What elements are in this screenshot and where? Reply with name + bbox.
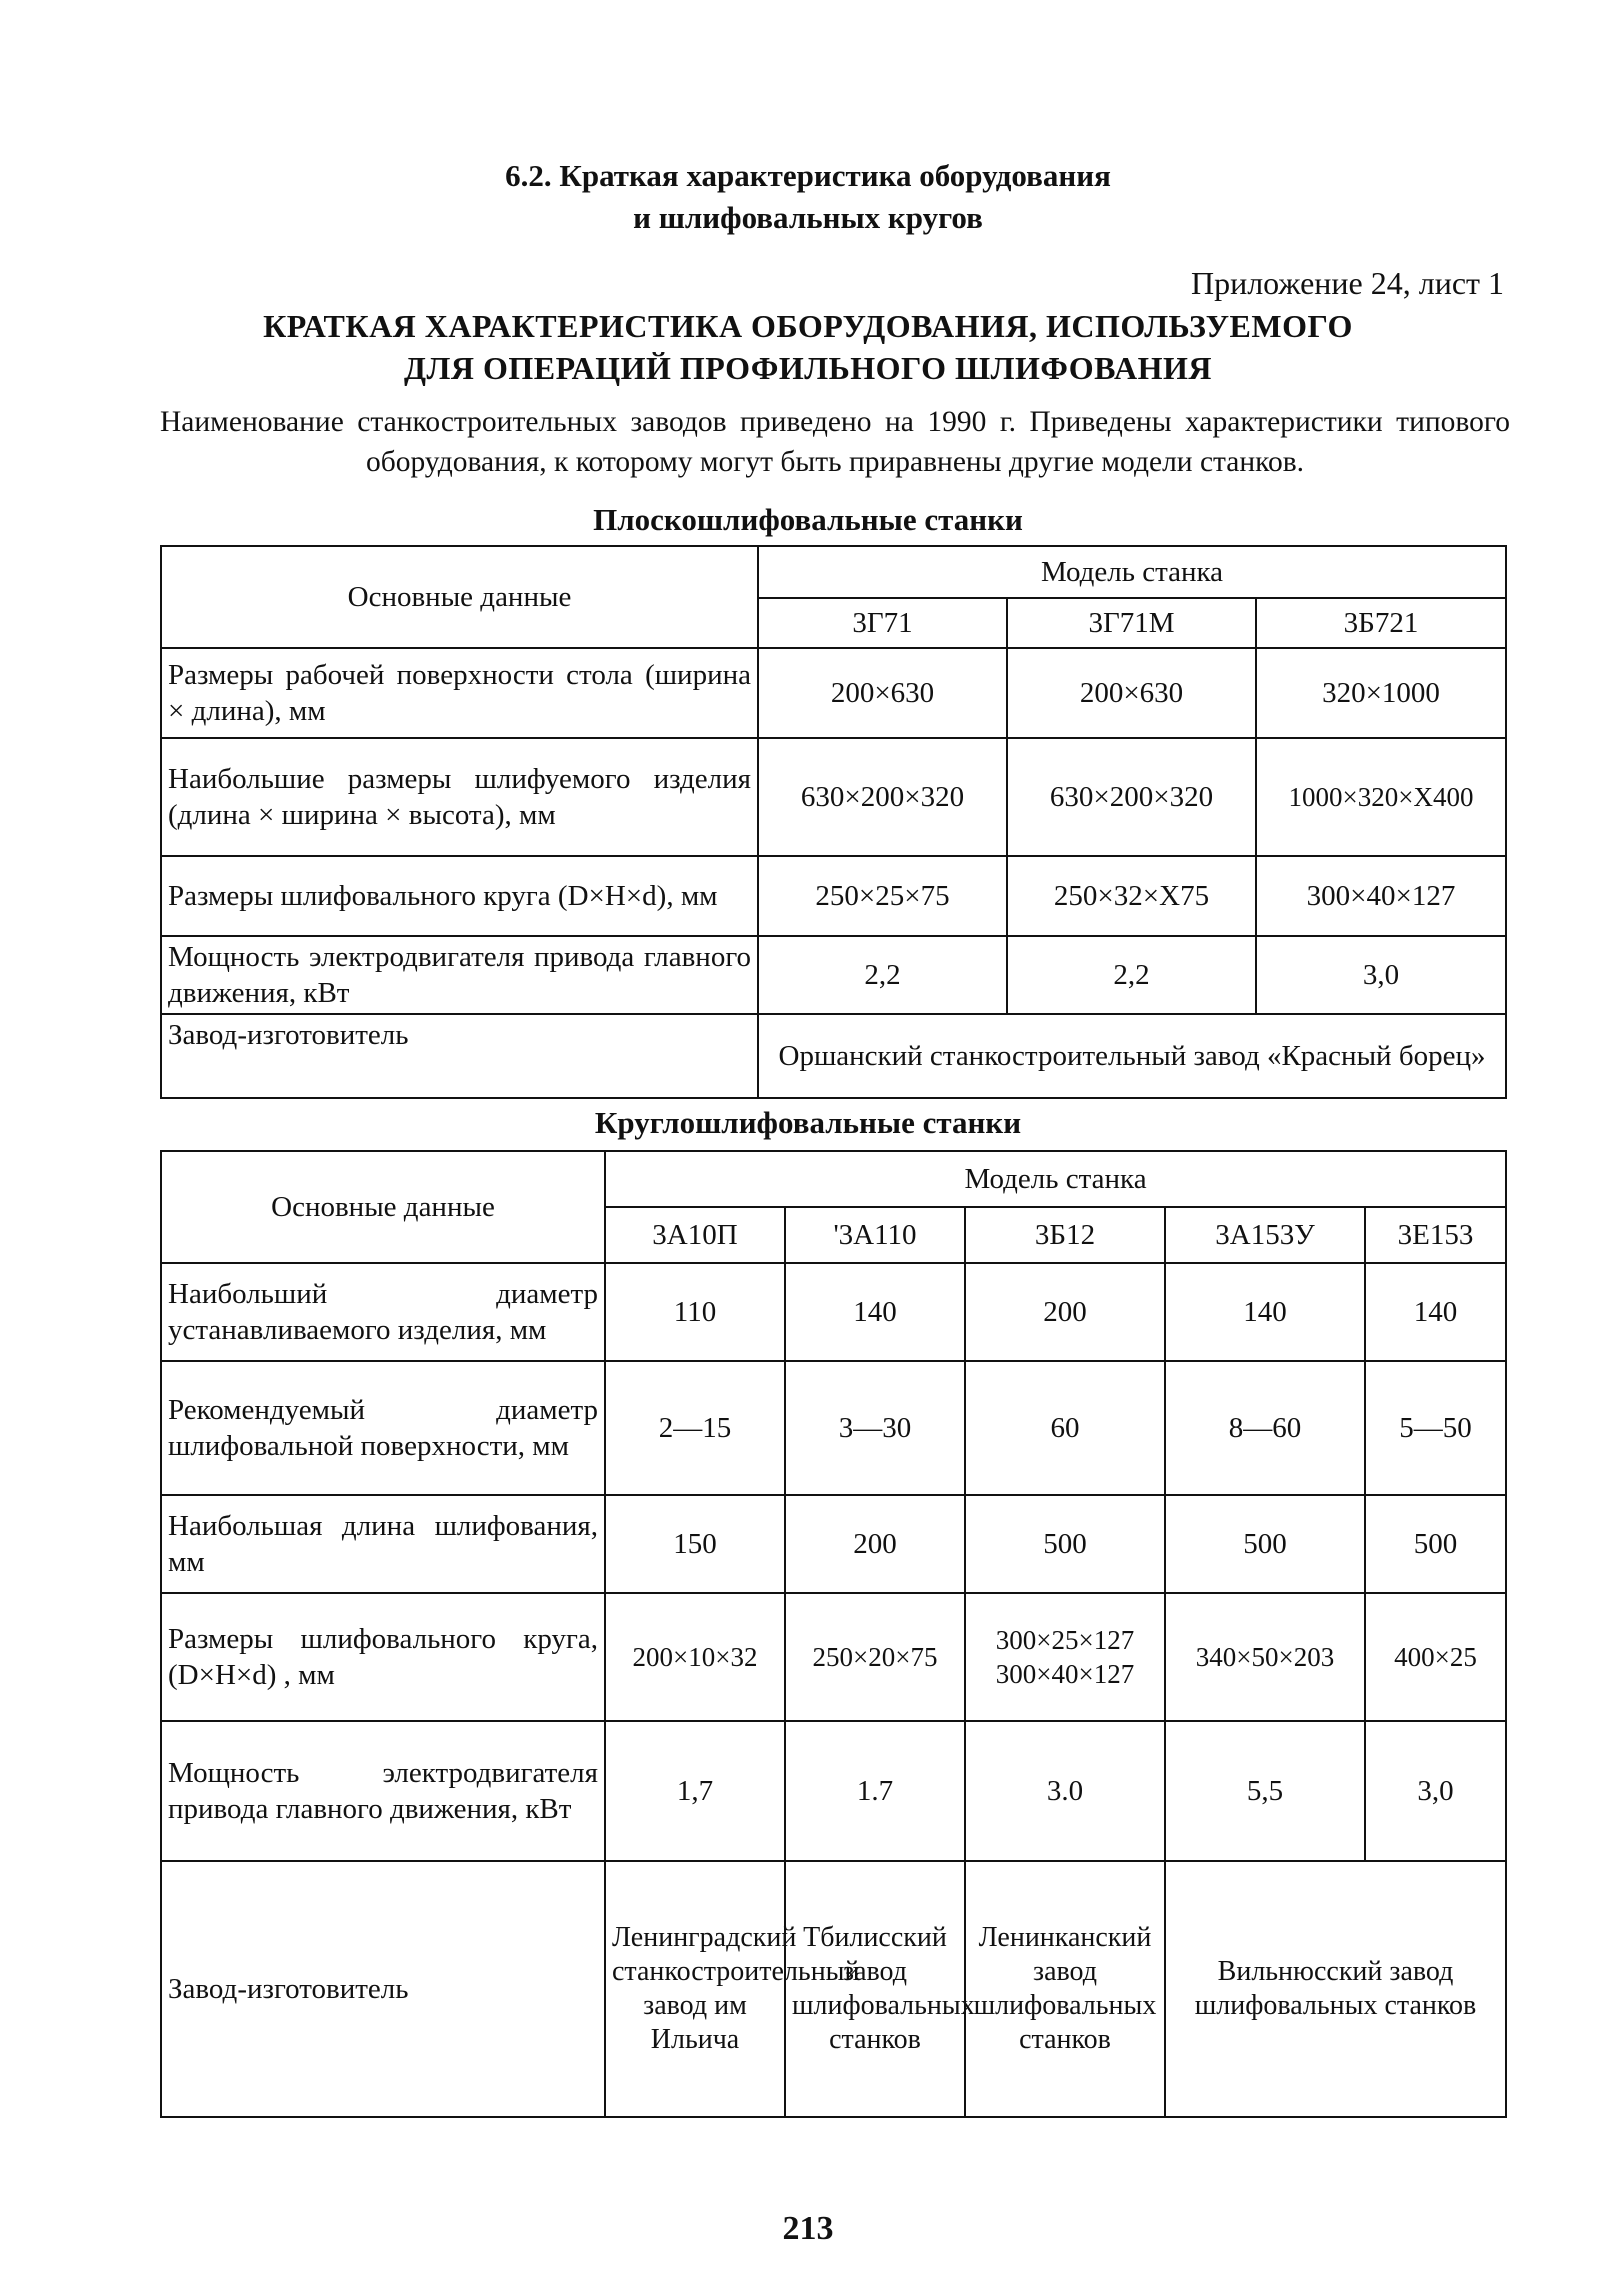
cylindrical-cell: 400×25 [1365, 1593, 1506, 1721]
cylindrical-table-caption: Круглошлифовальные станки [594, 1105, 1022, 1140]
surface-cell: 200×630 [758, 648, 1007, 738]
surface-manufacturer-label: Завод-изготовитель [161, 1014, 758, 1098]
cylindrical-row-label: Размеры шлифовального круга, (D×H×d) , мм [161, 1593, 605, 1721]
cylindrical-cell: 2—15 [605, 1361, 785, 1495]
cylindrical-cell: 140 [785, 1263, 965, 1361]
cylindrical-grinding-table [160, 1150, 1507, 2118]
cylindrical-cell: 1.7 [785, 1721, 965, 1861]
surface-cell: 200×630 [1007, 648, 1256, 738]
cylindrical-model-2: '3А110 [785, 1207, 965, 1263]
cylindrical-model-3: 3Б12 [965, 1207, 1165, 1263]
surface-row-label: Размеры шлифовального круга (D×H×d), мм [161, 856, 758, 936]
cylindrical-model-header: Модель станка [605, 1151, 1506, 1207]
cylindrical-manufacturer-label: Завод-изготовитель [161, 1861, 605, 2117]
cylindrical-cell: 200×10×32 [605, 1593, 785, 1721]
cylindrical-main-header: Основные данные [161, 1151, 605, 1263]
surface-cell: 250×32×Х75 [1007, 856, 1256, 936]
surface-cell: 1000×320×Х400 [1256, 738, 1506, 856]
cylindrical-row-label: Наибольший диаметр устанавливаемого изделия, мм [161, 1263, 605, 1361]
surface-model-1: 3Г71 [758, 598, 1007, 648]
main-title-line-2: ДЛЯ ОПЕРАЦИЙ ПРОФИЛЬНОГО ШЛИФОВАНИЯ [404, 350, 1212, 386]
cylindrical-row-label: Наибольшая длина шлифования, мм [161, 1495, 605, 1593]
cylindrical-cell: 60 [965, 1361, 1165, 1495]
surface-cell: 630×200×320 [1007, 738, 1256, 856]
cylindrical-row-label: Рекомендуемый диаметр шлифовальной поверхности, мм [161, 1361, 605, 1495]
cylindrical-cell: 5,5 [1165, 1721, 1365, 1861]
section-title-line-2: и шлифовальных кругов [633, 200, 983, 235]
surface-cell: 2,2 [1007, 936, 1256, 1014]
cylindrical-cell: 200 [785, 1495, 965, 1593]
surface-row-label: Мощность электродвигателя привода главного движения, кВт [161, 936, 758, 1014]
section-title [0, 155, 1616, 239]
cylindrical-cell: 3.0 [965, 1721, 1165, 1861]
cylindrical-cell: 5—50 [1365, 1361, 1506, 1495]
cylindrical-cell: 8—60 [1165, 1361, 1365, 1495]
surface-cell: 250×25×75 [758, 856, 1007, 936]
main-title [0, 305, 1616, 389]
surface-cell: 3,0 [1256, 936, 1506, 1014]
surface-model-2: 3Г71М [1007, 598, 1256, 648]
cylindrical-cell: 200 [965, 1263, 1165, 1361]
cylindrical-cell: 3,0 [1365, 1721, 1506, 1861]
surface-cell: 300×40×127 [1256, 856, 1506, 936]
intro-paragraph: Наименование станкостроительных заводов приведено на 1990 г. Приведены характеристики типового оборудования, к которому могут быть приравнены другие модели станков. [160, 406, 1510, 478]
cylindrical-manufacturer: Вильнюсский завод шлифовальных станков [1165, 1861, 1506, 2117]
section-title-line-1: 6.2. Краткая характеристика оборудования [505, 158, 1111, 193]
surface-cell: 630×200×320 [758, 738, 1007, 856]
cylindrical-cell: 110 [605, 1263, 785, 1361]
main-title-line-1: КРАТКАЯ ХАРАКТЕРИСТИКА ОБОРУДОВАНИЯ, ИСПОЛЬЗУЕМОГО [263, 308, 1353, 344]
cylindrical-row-label: Мощность электродвигателя привода главного движения, кВт [161, 1721, 605, 1861]
surface-row-label: Размеры рабочей поверхности стола (ширина × длина), мм [161, 648, 758, 738]
cylindrical-manufacturer: Ленинканский завод шлифовальных станков [965, 1861, 1165, 2117]
cylindrical-cell: 140 [1365, 1263, 1506, 1361]
cylindrical-cell: 300×25×127 300×40×127 [965, 1593, 1165, 1721]
cylindrical-cell: 1,7 [605, 1721, 785, 1861]
cylindrical-model-4: 3А153У [1165, 1207, 1365, 1263]
cylindrical-cell: 150 [605, 1495, 785, 1593]
cylindrical-cell: 500 [1365, 1495, 1506, 1593]
surface-manufacturer: Оршанский станкостроительный завод «Красный борец» [758, 1014, 1506, 1098]
surface-row-label: Наибольшие размеры шлифуемого изделия (длина × ширина × высота), мм [161, 738, 758, 856]
cylindrical-model-5: 3Е153 [1365, 1207, 1506, 1263]
surface-model-3: 3Б721 [1256, 598, 1506, 648]
cylindrical-cell: 3—30 [785, 1361, 965, 1495]
surface-model-header: Модель станка [758, 546, 1506, 598]
surface-table-caption: Плоскошлифовальные станки [593, 502, 1023, 537]
cylindrical-cell: 500 [965, 1495, 1165, 1593]
surface-cell: 320×1000 [1256, 648, 1506, 738]
cylindrical-cell: 500 [1165, 1495, 1365, 1593]
cylindrical-cell: 340×50×203 [1165, 1593, 1365, 1721]
appendix-label: Приложение 24, лист 1 [1190, 265, 1504, 301]
surface-main-header: Основные данные [161, 546, 758, 648]
cylindrical-model-1: 3А10П [605, 1207, 785, 1263]
surface-grinding-table [160, 545, 1507, 1099]
cylindrical-cell: 250×20×75 [785, 1593, 965, 1721]
cylindrical-manufacturer: Тбилисский завод шлифовальных станков [785, 1861, 965, 2117]
page-number: 213 [782, 2210, 834, 2247]
cylindrical-manufacturer: Ленинградский станкостроительный завод им Ильича [605, 1861, 785, 2117]
surface-cell: 2,2 [758, 936, 1007, 1014]
cylindrical-cell: 140 [1165, 1263, 1365, 1361]
